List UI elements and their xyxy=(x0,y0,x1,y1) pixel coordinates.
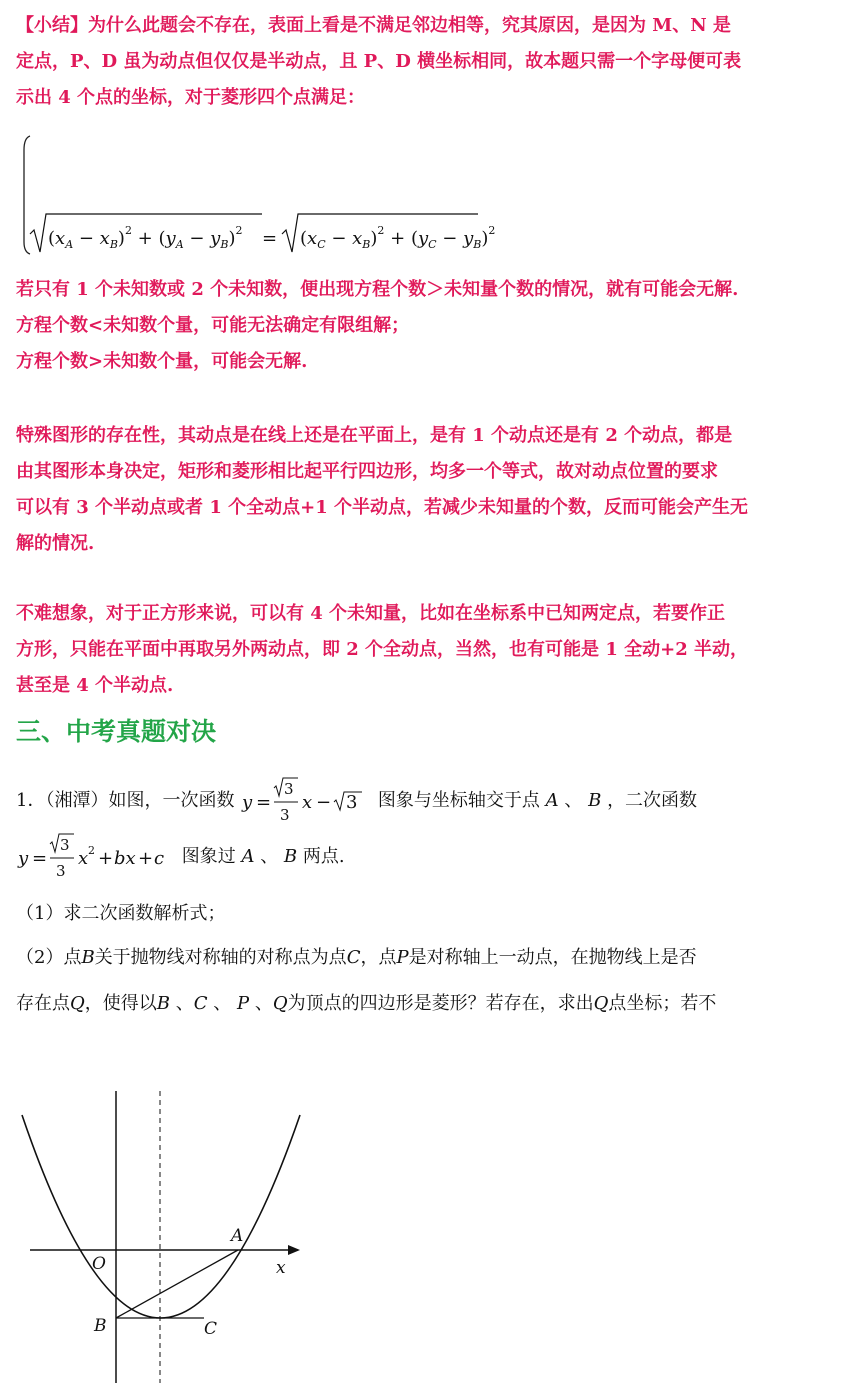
problem-line-1: 1．（湘潭）如图，一次函数 y = 3 3 x − 3 图象与坐标轴交于点 A 、 B ，二次函数 xyxy=(16,776,838,826)
label-o: O xyxy=(92,1254,106,1274)
note-3: 方程个数>未知数个量，可能会无解. xyxy=(16,351,308,372)
problem-line-2: y = 3 3 x 2 + bx + c 图象过 A 、 B 两点. xyxy=(16,832,838,882)
summary-line-3: 示出 4 个点的坐标，对于菱形四个点满足： xyxy=(16,87,366,108)
svg-text:=: = xyxy=(32,848,48,869)
linear-function-formula xyxy=(242,776,370,826)
rhombus-distance-formula xyxy=(16,130,496,260)
problem-intro: 1．（湘潭）如图，一次函数 xyxy=(16,790,235,811)
svg-text:(xC − xB)2 + (yC − yB)2: $(x_C - x_B)^2 + (y_C - y_B)^2$ xyxy=(300,224,496,251)
svg-text:y: y xyxy=(18,848,29,869)
q2-part-c: ，点 xyxy=(360,947,397,968)
svg-text:c: c xyxy=(154,848,165,869)
para2-line-4: 解的情况. xyxy=(16,533,95,554)
svg-text:+: + xyxy=(138,848,154,869)
svg-text:−: − xyxy=(316,792,332,813)
para3-line-2: 方形，只能在平面中再取另外两动点，即 2 个全动点，当然，也有可能是 1 全动+2 半动， xyxy=(16,639,748,660)
svg-text:3: 3 xyxy=(284,780,294,798)
parabola-graph xyxy=(10,1085,310,1385)
parabola-curve xyxy=(22,1115,300,1318)
x-axis-arrow xyxy=(288,1245,300,1255)
svg-text:(xA − xB)2 + (yA − yB)2: $(x_A - x_B)^2 + (y_A - y_B)^2$ xyxy=(48,224,243,251)
svg-text:=: = xyxy=(256,792,272,813)
problem-line2-b: 图象过 xyxy=(181,846,236,867)
svg-text:=: = xyxy=(262,228,278,249)
question-1: （1）求二次函数解析式； xyxy=(16,903,226,924)
svg-text:bx: bx xyxy=(114,848,136,869)
q2-part-a: （2）点 xyxy=(16,947,82,968)
q2-part-b: 关于抛物线对称轴的对称点为点 xyxy=(94,947,347,968)
summary-line-2: 定点，P、D 虽为动点但仅仅是半动点，且 P、D 横坐标相同，故本题只需一个字母便可表 xyxy=(16,51,742,72)
svg-text:+: + xyxy=(98,848,114,869)
label-b: B xyxy=(94,1316,107,1336)
svg-text:3: 3 xyxy=(280,806,290,824)
label-c: C xyxy=(204,1319,218,1339)
svg-text:2: 2 xyxy=(88,844,95,857)
svg-text:x: x xyxy=(302,792,313,813)
label-x: x xyxy=(276,1258,286,1278)
svg-text:3: 3 xyxy=(346,792,358,813)
q2-part-h: 点坐标；若不 xyxy=(608,993,717,1014)
label-a: A xyxy=(231,1226,244,1246)
question-2-line-1: （2）点B关于抛物线对称轴的对称点为点C，点P是对称轴上一动点，在抛物线上是否 xyxy=(16,947,697,968)
para2-line-2: 由其图形本身决定，矩形和菱形相比起平行四边形，均多一个等式，故对动点位置的要求 xyxy=(16,461,718,482)
problem-intro-c: ，二次函数 xyxy=(607,790,698,811)
q2-part-e: 存在点 xyxy=(16,993,70,1014)
note-1: 若只有 1 个未知数或 2 个未知数，便出现方程个数＞未知量个数的情况，就有可能会无解. xyxy=(16,279,739,300)
summary-line-1: 【小结】为什么此题会不存在，表面上看是不满足邻边相等，究其原因，是因为 M、N 是 xyxy=(16,15,731,36)
para3-line-1: 不难想象，对于正方形来说，可以有 4 个未知量，比如在坐标系中已知两定点，若要作正 xyxy=(16,603,726,624)
quadratic-function-formula xyxy=(16,832,176,882)
section-heading: 三、中考真题对决 xyxy=(16,717,217,746)
note-2: 方程个数<未知数个量，可能无法确定有限组解； xyxy=(16,315,410,336)
svg-text:3: 3 xyxy=(56,862,66,880)
svg-text:x: x xyxy=(78,848,89,869)
q2-part-d: 是对称轴上一动点，在抛物线上是否 xyxy=(408,947,697,968)
segment-ba xyxy=(116,1250,238,1318)
problem-intro-b: 图象与坐标轴交于点 xyxy=(377,790,540,811)
para2-line-3: 可以有 3 个半动点或者 1 个全动点+1 个半动点，若减少未知量的个数，反而可能会产生无 xyxy=(16,497,748,518)
q2-part-f: ，使得以 xyxy=(84,993,157,1014)
problem-line2-c: 两点. xyxy=(302,846,345,867)
q2-part-g: 为顶点的四边形是菱形？若存在，求出 xyxy=(287,993,594,1014)
question-2-line-2: 存在点Q，使得以B 、C 、 P 、Q为顶点的四边形是菱形？若存在，求出Q点坐标；若不 xyxy=(16,993,717,1014)
svg-text:3: 3 xyxy=(60,836,70,854)
para2-line-1: 特殊图形的存在性，其动点是在线上还是在平面上，是有 1 个动点还是有 2 个动点，都是 xyxy=(16,425,733,446)
svg-text:y: y xyxy=(242,792,253,813)
para3-line-3: 甚至是 4 个半动点. xyxy=(16,675,174,696)
